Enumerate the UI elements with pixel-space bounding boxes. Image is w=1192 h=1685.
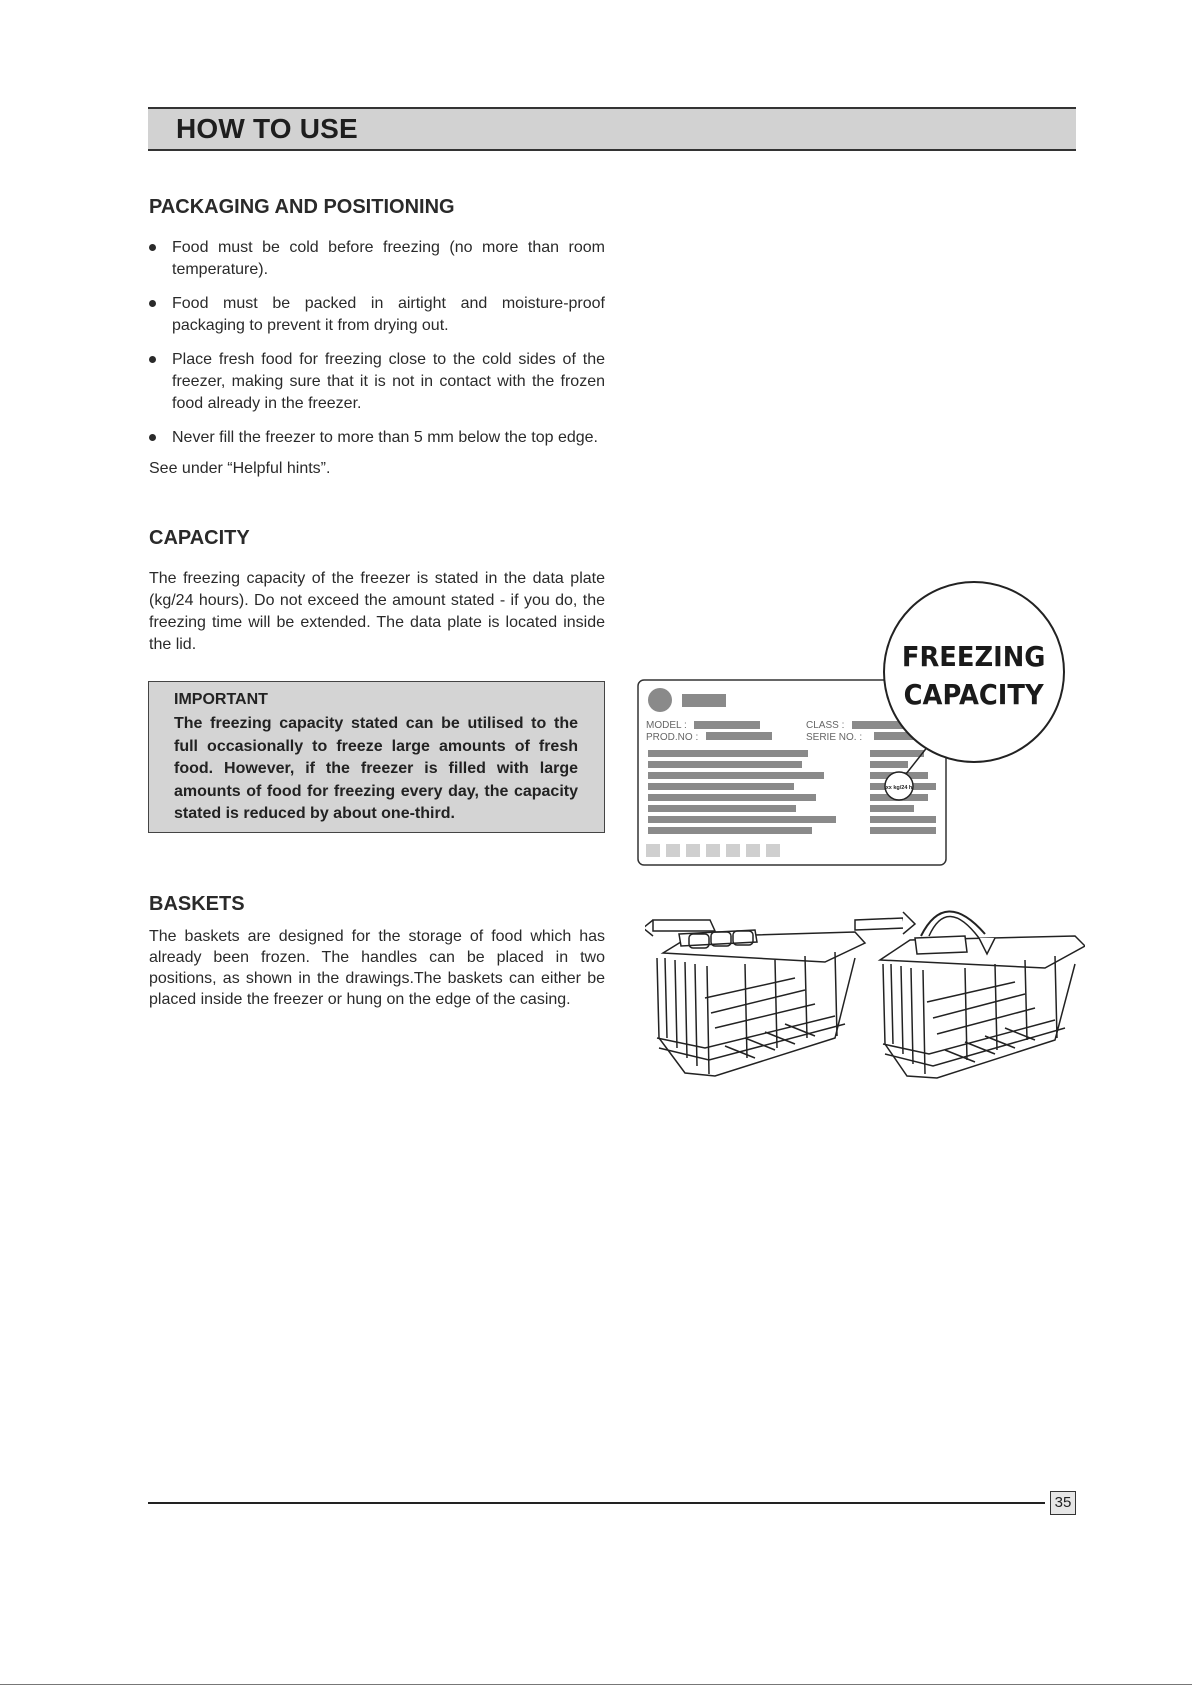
helpful-hints-note: See under “Helpful hints”. [149, 460, 331, 477]
list-item: Food must be cold before freezing (no more than room temperature). [149, 237, 605, 281]
capacity-title: CAPACITY [149, 527, 250, 549]
bullet-dot [149, 434, 156, 441]
plate-logo-bar [682, 694, 726, 707]
prod-value-bar [706, 732, 772, 740]
basket-illustrations [645, 898, 1085, 1083]
bullet-dot [149, 244, 156, 251]
packaging-section [149, 196, 605, 219]
serie-label: SERIE NO. : [806, 732, 863, 743]
section-header-bar [148, 107, 1076, 151]
footer-rule [148, 1502, 1045, 1504]
page-title: HOW TO USE [176, 113, 358, 144]
baskets-section [149, 893, 605, 916]
baskets-title: BASKETS [149, 893, 245, 915]
capacity-body [149, 568, 605, 656]
callout-line1: FREEZING [901, 641, 1046, 674]
packaging-bullets [149, 237, 605, 480]
basket-left-drawing [645, 920, 865, 1076]
bullet-dot [149, 300, 156, 307]
packaging-title: PACKAGING AND POSITIONING [149, 196, 455, 218]
capacity-badge-text: xx kg/24 h [885, 785, 913, 791]
callout-line2: CAPACITY [903, 679, 1044, 712]
list-item: Place fresh food for freezing close to the cold sides of the freezer, making sure that it is not in contact with the frozen food already in the freezer. [149, 349, 605, 415]
data-plate-illustration [636, 578, 1066, 868]
bullet-dot [149, 356, 156, 363]
list-item: Food must be packed in airtight and moisture-proof packaging to prevent it from drying out. [149, 293, 605, 337]
plate-logo-dot [648, 688, 672, 712]
model-value-bar [694, 721, 760, 729]
class-label: CLASS : [806, 720, 845, 731]
model-label: MODEL : [646, 720, 687, 731]
capacity-section [149, 527, 605, 550]
important-notice [148, 681, 605, 833]
important-text: The freezing capacity stated can be utilised to the full occasionally to freeze large amounts of fresh food. However, if the freezer is filled with large amounts of food for freezing every day, the capacity stated is reduced by about one-third. [174, 715, 578, 822]
list-item: Never fill the freezer to more than 5 mm below the top edge. [149, 427, 605, 449]
baskets-text: The baskets are designed for the storage of food which has already been frozen. The handles can be placed in two positions, as shown in the drawings.The baskets can either be placed inside the freezer or hung on the edge of the casing. [149, 928, 605, 1008]
prod-label: PROD.NO : [646, 732, 699, 743]
baskets-body [149, 926, 605, 1010]
basket-right-drawing [855, 911, 1085, 1078]
important-title: IMPORTANT [174, 691, 268, 708]
capacity-text: The freezing capacity of the freezer is stated in the data plate (kg/24 hours). Do not exceed the amount stated - if you do, the freezing time will be extended. The data plate is located inside the lid. [149, 570, 605, 653]
page-number: 35 [1050, 1491, 1076, 1515]
plate-bottom-squares [646, 844, 780, 857]
